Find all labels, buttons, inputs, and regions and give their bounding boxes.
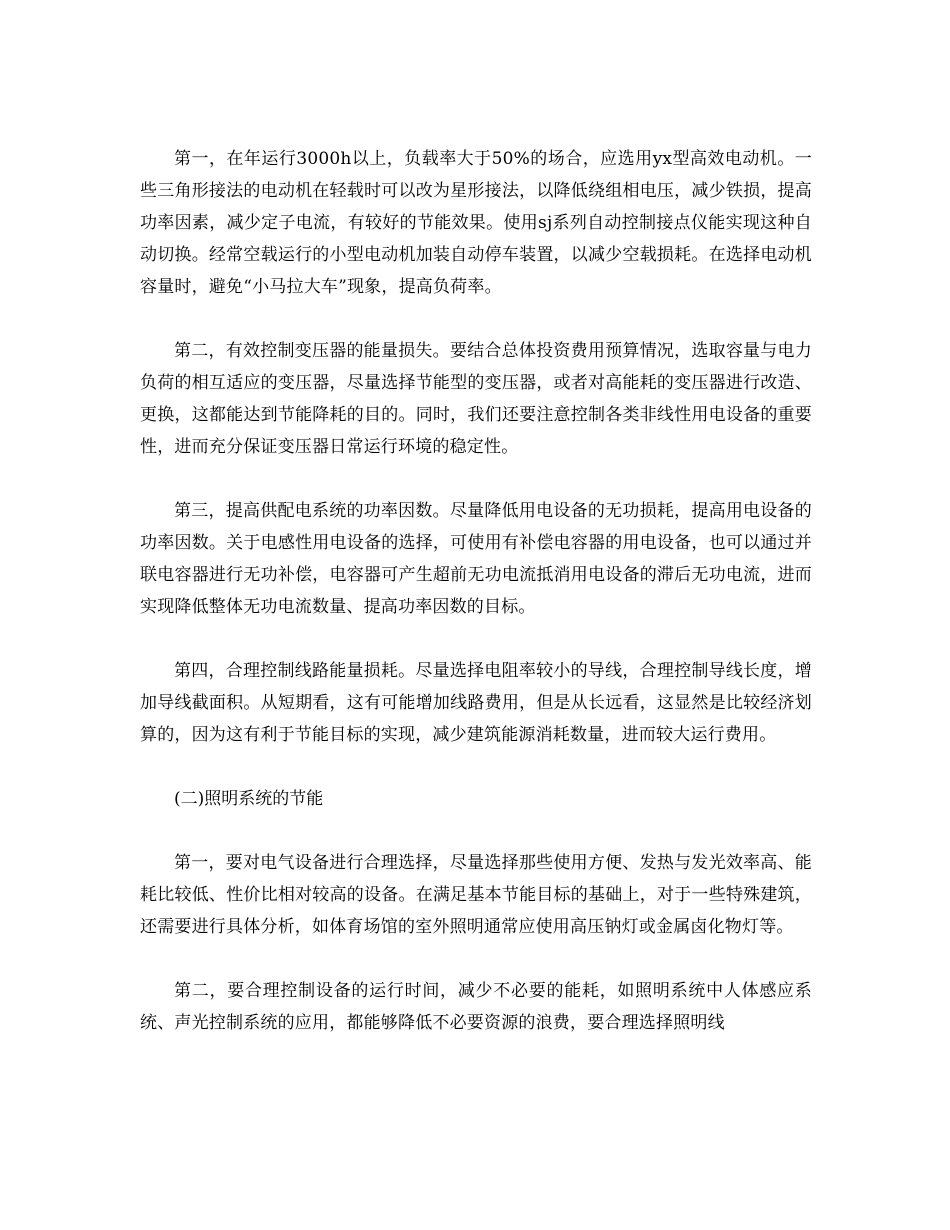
paragraph-motor: 第一，在年运行3000h以上，负载率大于50%的场合，应选用yx型高效电动机。一些三角形接法的电动机在轻载时可以改为星形接法，以降低绕组相电压，减少铁损，提高功率因素，减少定子电流，有较好的节能效果。使用sj系列自动控制接点仪能实现这种自动切换。经常空载运行的小型电动机加装自动停车装置，以减少空载损耗。在选择电动机容量时，避免“小马拉大车”现象，提高负荷率。 xyxy=(140,149,812,297)
paragraph-lighting-runtime: 第二，要合理控制设备的运行时间，减少不必要的能耗，如照明系统中人体感应系统、声光控制系统的应用，都能够降低不必要资源的浪费，要合理选择照明线 xyxy=(140,981,812,1033)
section-heading-lighting: (二)照明系统的节能 xyxy=(174,789,324,809)
paragraph-lighting-equipment: 第一，要对电气设备进行合理选择，尽量选择那些使用方便、发热与发光效率高、能耗比较低、性价比相对较高的设备。在满足基本节能目标的基础上，对于一些特殊建筑，还需要进行具体分析，如体育场馆的室外照明通常应使用高压钠灯或金属卤化物灯等。 xyxy=(140,853,812,937)
paragraph-power-factor: 第三，提高供配电系统的功率因数。尽量降低用电设备的无功损耗，提高用电设备的功率因数。关于电感性用电设备的选择，可使用有补偿电容器的用电设备，也可以通过并联电容器进行无功补偿，电容器可产生超前无功电流抵消用电设备的滞后无功电流，进而实现降低整体无功电流数量、提高功率因数的目标。 xyxy=(140,501,812,617)
document-body xyxy=(140,143,812,1071)
paragraph-line-loss: 第四，合理控制线路能量损耗。尽量选择电阻率较小的导线，合理控制导线长度，增加导线截面积。从短期看，这有可能增加线路费用，但是从长远看，这显然是比较经济划算的，因为这有利于节能目标的实现，减少建筑能源消耗数量，进而较大运行费用。 xyxy=(140,661,812,745)
paragraph-transformer: 第二，有效控制变压器的能量损失。要结合总体投资费用预算情况，选取容量与电力负荷的相互适应的变压器，尽量选择节能型的变压器，或者对高能耗的变压器进行改造、更换，这都能达到节能降耗的目的。同时，我们还要注意控制各类非线性用电设备的重要性，进而充分保证变压器日常运行环境的稳定性。 xyxy=(140,341,812,457)
